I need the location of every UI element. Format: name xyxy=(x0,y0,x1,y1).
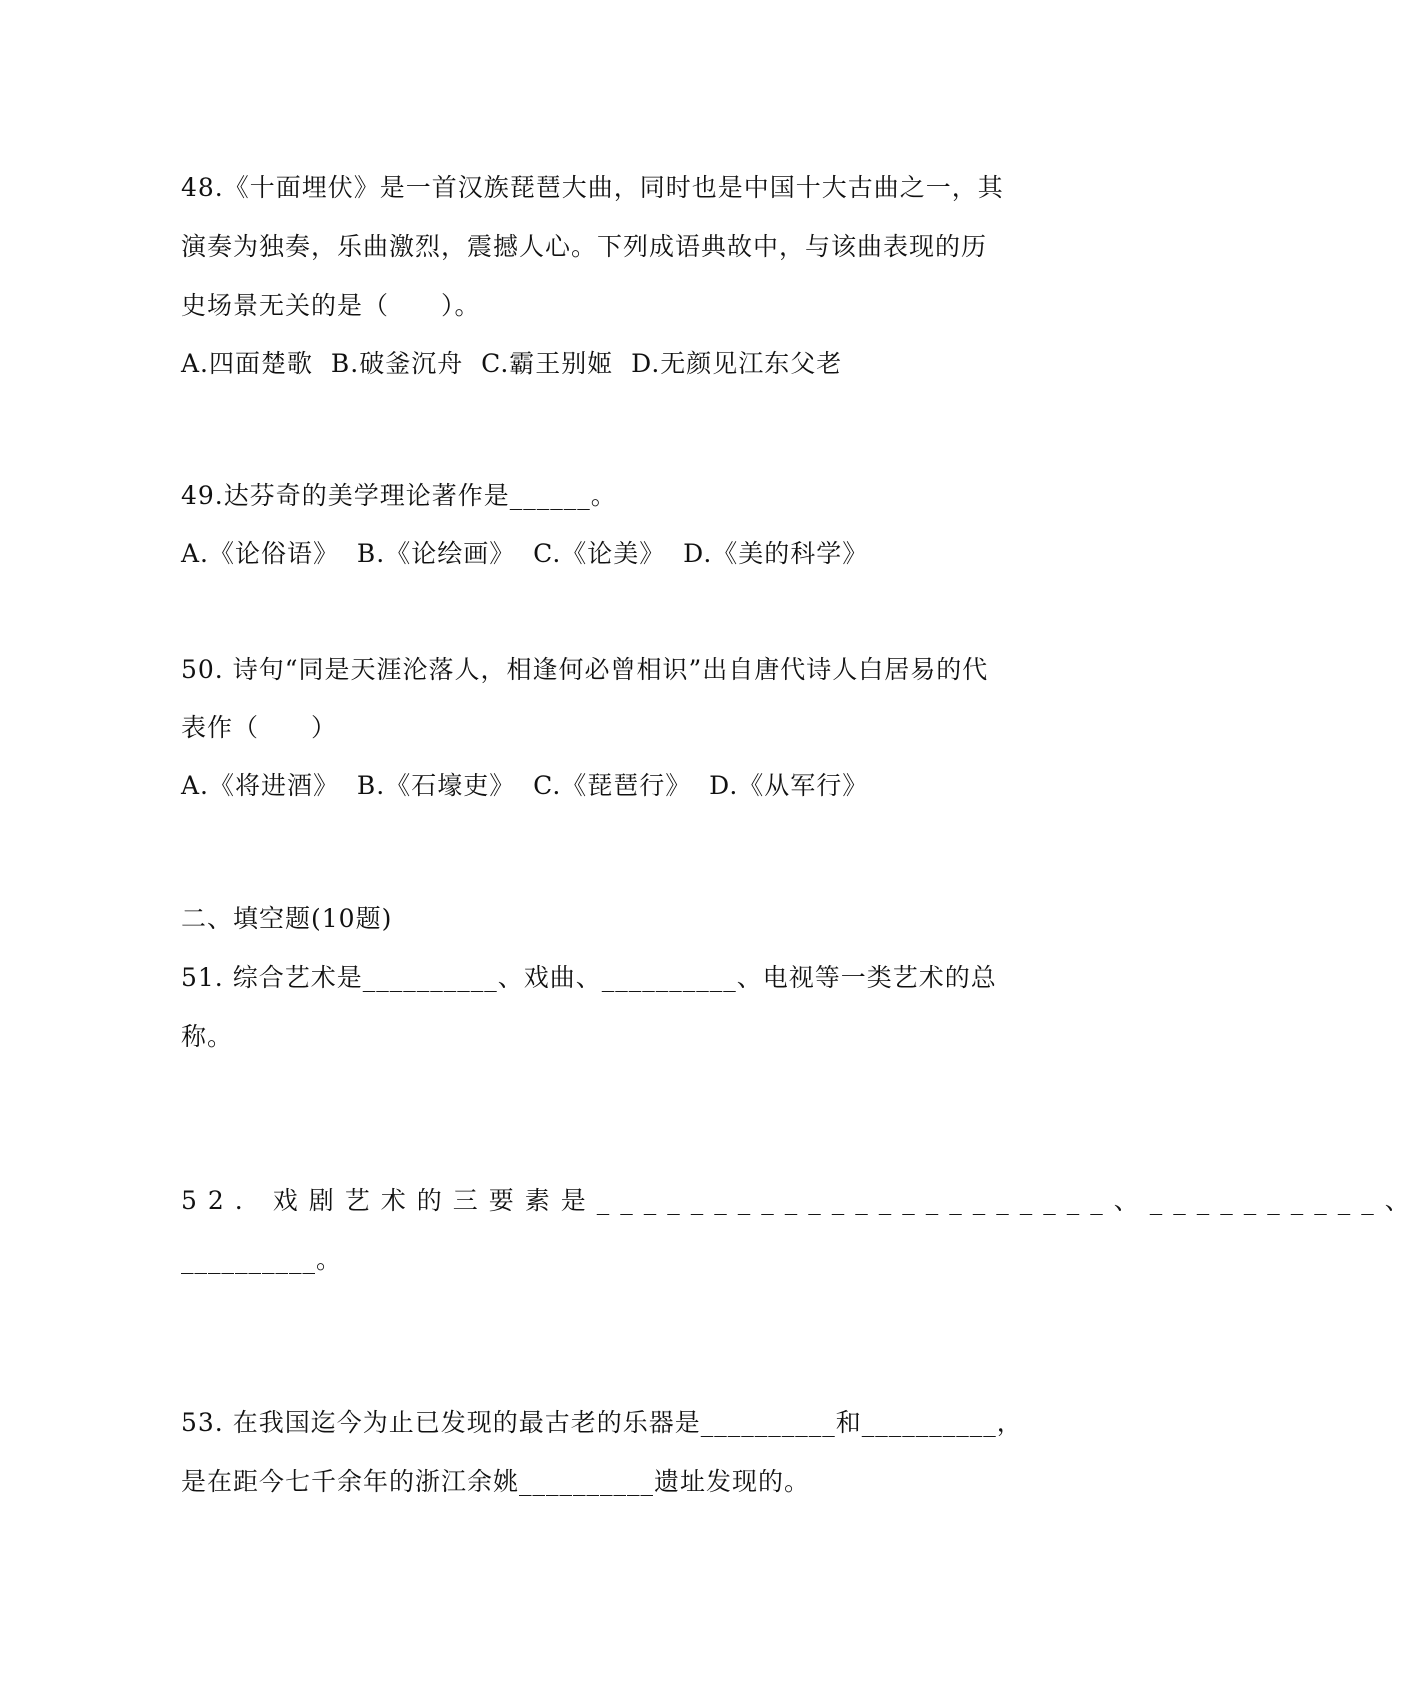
q48-line-2: 演奏为独奏，乐曲激烈，震撼人心。下列成语典故中，与该曲表现的历 xyxy=(181,232,988,261)
q50-options: A.《将进酒》 B.《石壕吏》 C.《琵琶行》 D.《从军行》 xyxy=(181,771,869,800)
q53-line-1: 53. 在我国迄今为止已发现的最古老的乐器是__________和__________， xyxy=(181,1408,1023,1437)
section-heading: 二、填空题(10题) xyxy=(181,904,393,933)
q50-line-1: 50. 诗句“同是天涯沦落人，相逢何必曾相识”出自唐代诗人白居易的代 xyxy=(181,655,989,684)
q48-line-1: 48.《十面埋伏》是一首汉族琵琶大曲，同时也是中国十大古曲之一，其 xyxy=(181,173,1004,202)
q52-line-1: 52. 戏剧艺术的三要素是______________________、__________、 xyxy=(181,1186,1421,1215)
q49-options: A.《论俗语》 B.《论绘画》 C.《论美》 D.《美的科学》 xyxy=(181,539,869,568)
q53-line-2: 是在距今七千余年的浙江余姚__________遗址发现的。 xyxy=(181,1467,811,1496)
q51-line-1: 51. 综合艺术是__________、戏曲、__________、电视等一类艺术的总 xyxy=(181,963,997,992)
q51-line-2: 称。 xyxy=(181,1022,234,1051)
q52-line-2: __________。 xyxy=(181,1245,343,1274)
q50-line-2: 表作（ ） xyxy=(181,713,338,742)
q48-line-3: 史场景无关的是（ ）。 xyxy=(181,291,481,320)
q48-options: A.四面楚歌 B.破釜沉舟 C.霸王别姬 D.无颜见江东父老 xyxy=(181,349,843,378)
q49-line-1: 49.达芬奇的美学理论著作是______。 xyxy=(181,481,617,510)
